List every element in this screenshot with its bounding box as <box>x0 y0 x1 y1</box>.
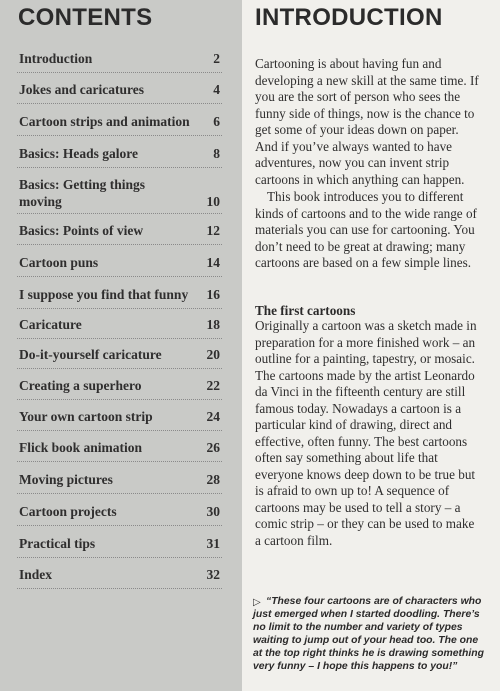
caption-pointer-icon: ▷ <box>253 597 261 608</box>
divider <box>17 430 222 431</box>
toc-entry-title: Cartoon strips and animation <box>19 114 190 129</box>
divider <box>17 525 222 526</box>
contents-heading: CONTENTS <box>18 4 153 31</box>
toc-entry-page: 16 <box>206 287 220 302</box>
divider <box>17 399 222 400</box>
intro-paragraph-1: Cartooning is about having fun and developing a new skill at the same time. If you are the sort of person who sees the funny side of things, now is the chance to get some of your ideas down on paper. And if you’ve always wanted to have adventures, now you can invent strip cartoons in which anything can happen. <box>255 56 479 187</box>
toc-entry-page: 2 <box>213 51 220 66</box>
toc-entry-title: Cartoon puns <box>19 255 99 270</box>
toc-entry-page: 4 <box>213 82 220 97</box>
toc-entry-title: Introduction <box>19 51 93 66</box>
toc-entry-page: 26 <box>206 440 220 455</box>
toc-entry-title: Basics: Getting things moving <box>19 177 146 209</box>
intro-paragraph-2: This book introduces you to different kinds of cartoons and to the wide range of materials you can use for cartooning. You don’t need to be great at drawing; many cartoons are based on a few simple lines. <box>255 189 477 270</box>
introduction-heading: INTRODUCTION <box>255 4 443 31</box>
first-cartoons-subheading: The first cartoons <box>255 303 356 318</box>
illustration-caption <box>253 595 485 673</box>
divider <box>17 588 222 589</box>
divider <box>17 338 222 339</box>
toc-entry-title: Practical tips <box>19 536 96 551</box>
toc-entry-page: 24 <box>206 409 220 424</box>
toc-entry-page: 10 <box>206 194 220 209</box>
toc-entry-title: Jokes and caricatures <box>19 82 144 97</box>
contents-panel <box>0 0 242 691</box>
divider <box>17 72 222 73</box>
toc-entry-title: Do-it-yourself caricature <box>19 347 162 362</box>
toc-entry-title: Flick book animation <box>19 440 143 455</box>
toc-entry-page: 28 <box>206 472 220 487</box>
toc-entry-page: 30 <box>206 504 220 519</box>
intro-paragraph-3: Originally a cartoon was a sketch made in preparation for a more finished work – an outline for a painting, tapestry, or mosaic. The cartoons made by the artist Leonardo da Vinci in the fifteenth century are still famous today. Nowadays a cartoon is a particular kind of drawing, direct and effective, often funny. The best cartoons often say something about life that everyone knows deep down to be true but is afraid to own up to! A sequence of cartoons may be used to tell a story – a comic strip – or they can be used to make a cartoon film. <box>255 318 477 548</box>
toc-entry-title: Index <box>19 567 53 582</box>
divider <box>17 103 222 104</box>
divider <box>17 244 222 245</box>
toc-entry-title: I suppose you find that funny <box>19 287 189 302</box>
toc-entry-title: Creating a superhero <box>19 378 142 393</box>
toc-entry-page: 31 <box>206 536 220 551</box>
divider <box>17 368 222 369</box>
toc-entry-title: Cartoon projects <box>19 504 117 519</box>
caption-text: “These four cartoons are of characters who just emerged when I started doodling. There’s no limit to the number and variety of types waiting to jump out of your head too. The one at the top right thinks he is drawing something very funny – I hope this happens to you!” <box>253 596 484 672</box>
toc-entry-title: Moving pictures <box>19 472 113 487</box>
toc-entry-title: Caricature <box>19 317 82 332</box>
toc-entry-title: Basics: Points of view <box>19 223 144 238</box>
toc-entry-page: 22 <box>206 378 220 393</box>
divider <box>17 557 222 558</box>
divider <box>17 493 222 494</box>
toc-entry-page: 20 <box>206 347 220 362</box>
toc-entry-page: 6 <box>213 114 220 129</box>
divider <box>17 213 222 214</box>
toc-entry-page: 18 <box>206 317 220 332</box>
divider <box>17 135 222 136</box>
divider <box>17 461 222 462</box>
toc-entry-page: 12 <box>206 223 220 238</box>
toc-entry-title: Basics: Heads galore <box>19 146 138 161</box>
toc-entry-title: Your own cartoon strip <box>19 409 153 424</box>
divider <box>17 276 222 277</box>
divider <box>17 167 222 168</box>
toc-entry-page: 8 <box>213 146 220 161</box>
toc-entry-page: 32 <box>206 567 220 582</box>
divider <box>17 308 222 309</box>
toc-entry-page: 14 <box>206 255 220 270</box>
